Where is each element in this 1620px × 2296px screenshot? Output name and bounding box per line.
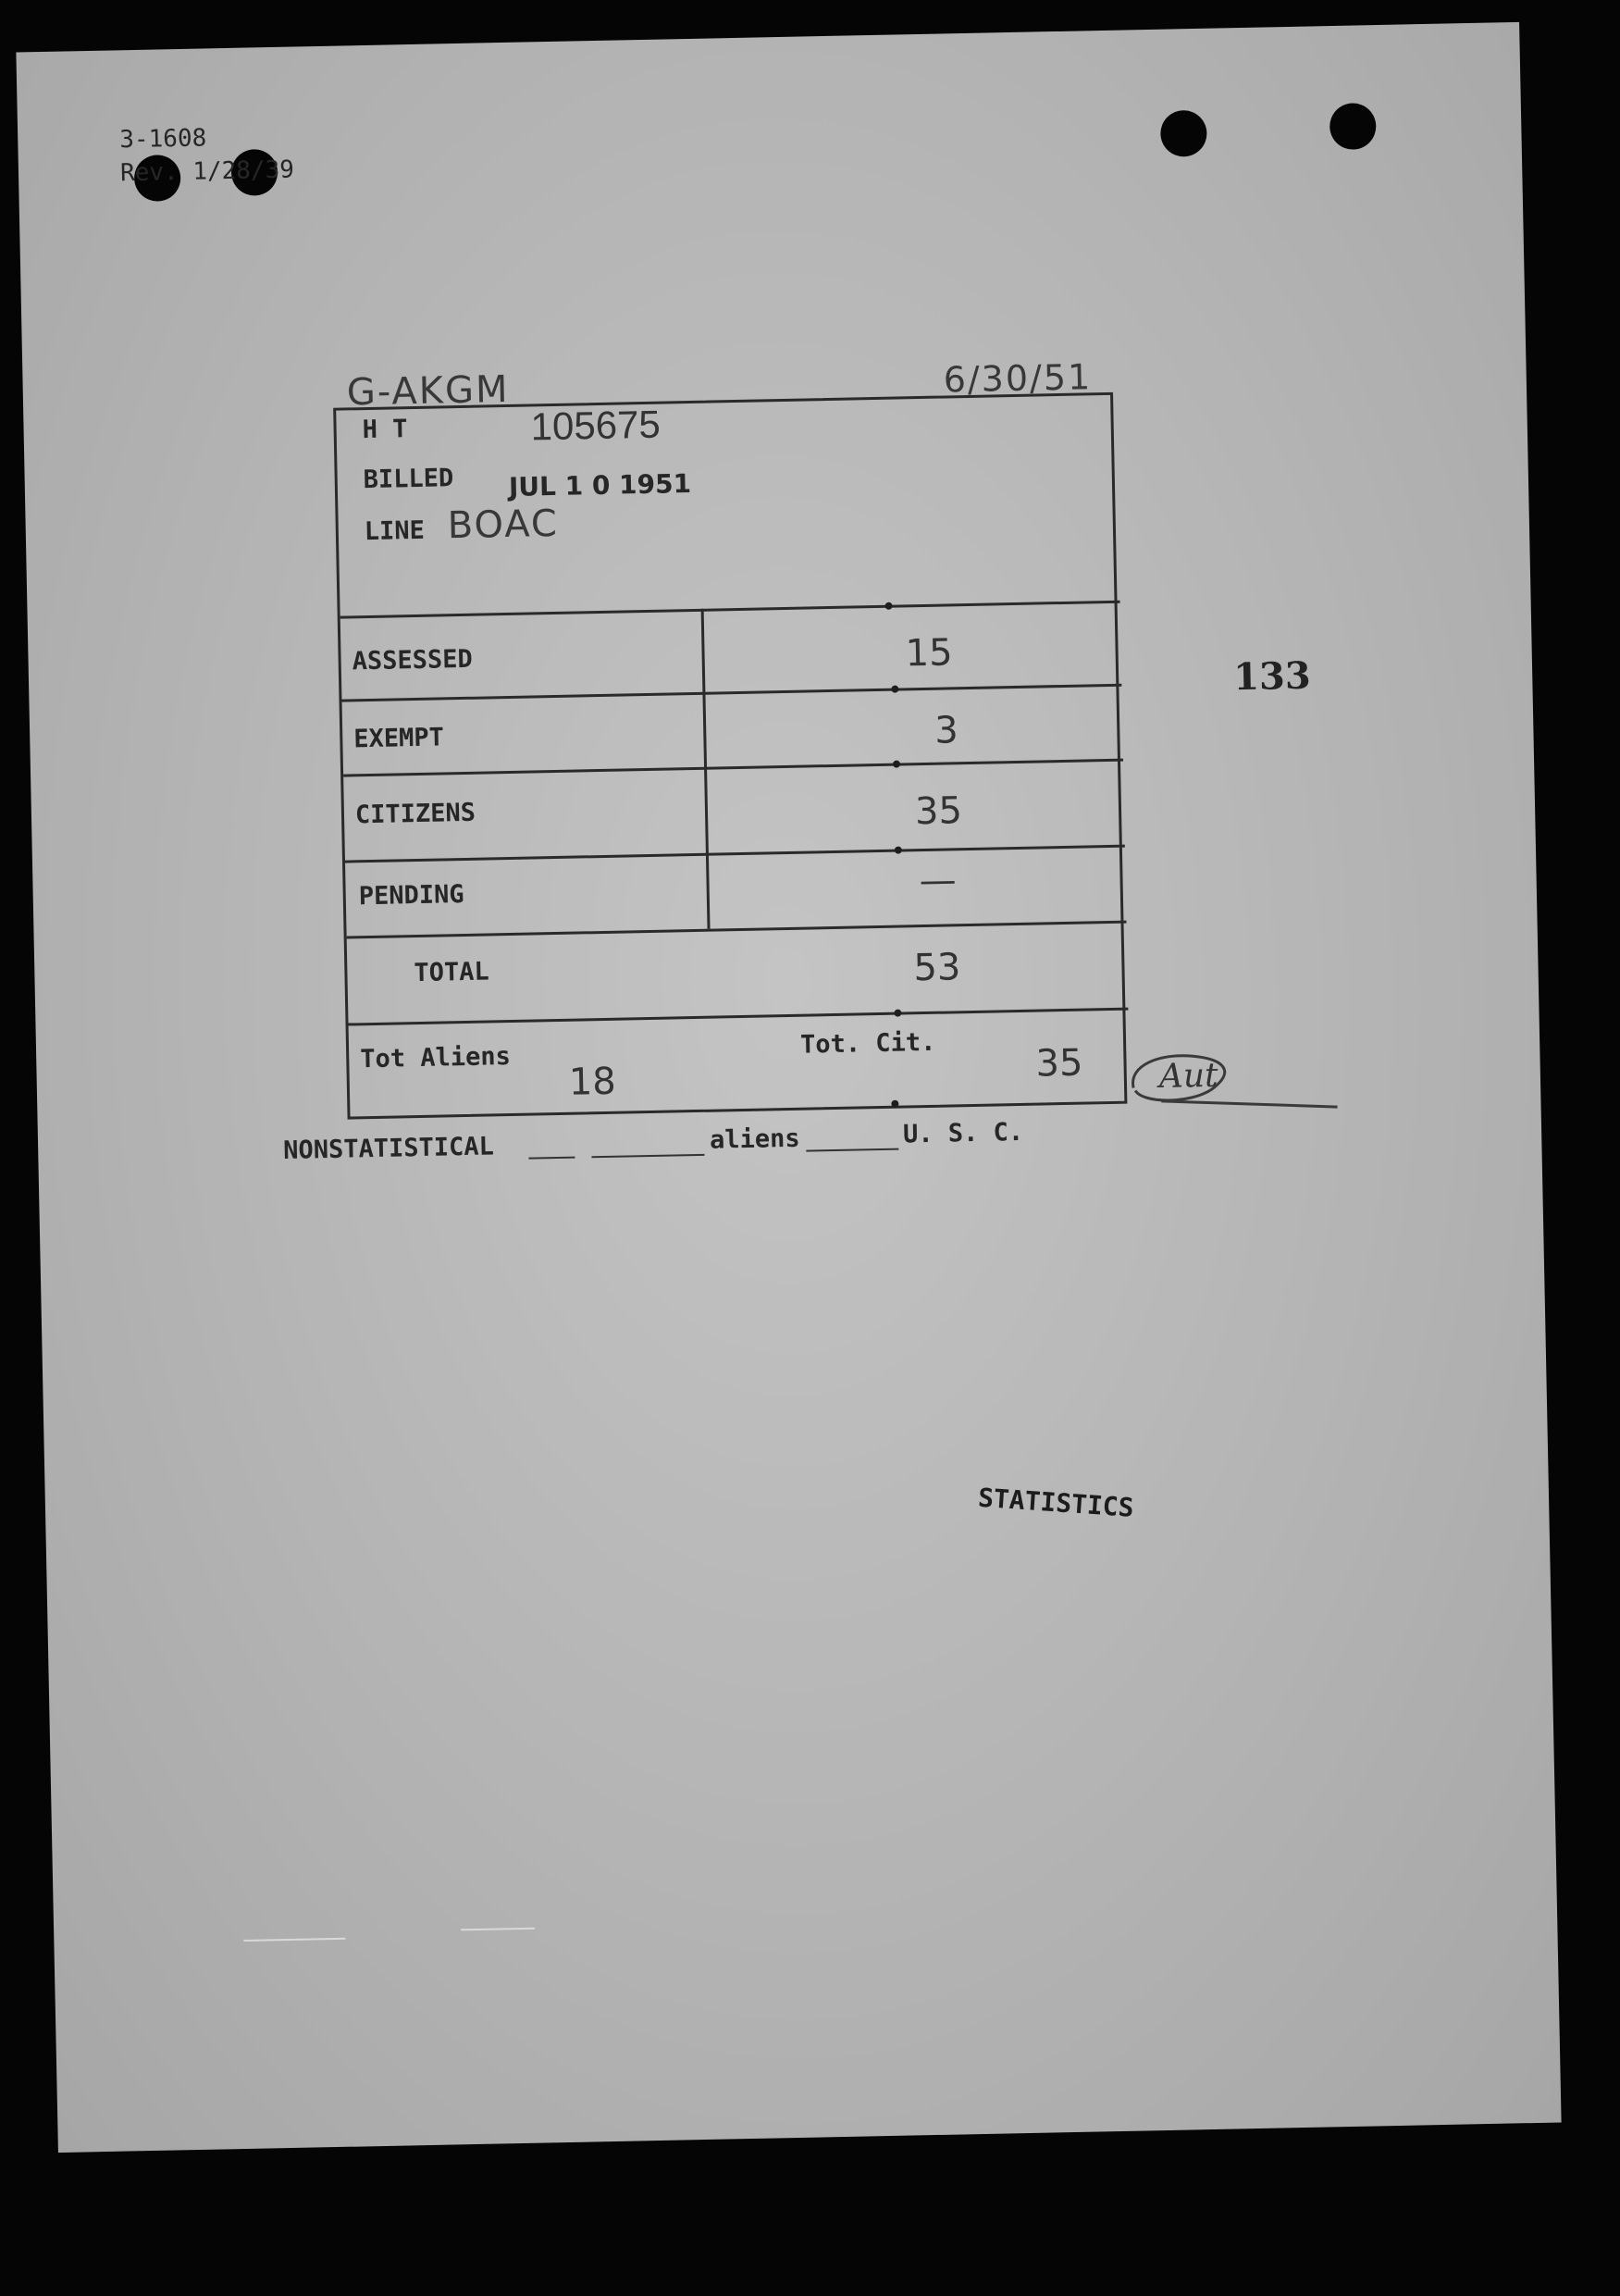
document-page bbox=[16, 22, 1561, 2153]
tick-dot bbox=[891, 1100, 898, 1108]
manifest-form-box bbox=[333, 392, 1127, 1120]
total-label: TOTAL bbox=[414, 957, 490, 988]
form-number: 3-1608 bbox=[119, 124, 207, 155]
usc-label: U. S. C. bbox=[902, 1117, 1024, 1149]
billed-date-stamp: JUL 1 0 1951 bbox=[508, 467, 692, 503]
divider-header bbox=[340, 601, 1120, 619]
tot-aliens-label: Tot Aliens bbox=[359, 1042, 512, 1074]
header-date: 6/30/51 bbox=[943, 356, 1093, 401]
tot-aliens-value: 18 bbox=[568, 1060, 617, 1104]
line-value: BOAC bbox=[447, 502, 560, 548]
billed-label: BILLED bbox=[363, 464, 454, 495]
total-value: 53 bbox=[912, 946, 961, 990]
divider-exempt bbox=[343, 759, 1123, 777]
tick-dot bbox=[894, 1010, 901, 1017]
line-label: LINE bbox=[364, 515, 426, 547]
exempt-label: EXEMPT bbox=[353, 723, 445, 754]
aliens-blank bbox=[806, 1148, 898, 1152]
assessed-value: 15 bbox=[905, 631, 953, 676]
tick-dot bbox=[891, 686, 898, 693]
aliens-label: aliens bbox=[709, 1123, 800, 1155]
divider-citizens bbox=[345, 845, 1125, 863]
aircraft-registration: G-AKGM bbox=[346, 367, 510, 415]
tick-dot bbox=[895, 846, 902, 853]
initials-signature bbox=[1123, 1033, 1347, 1121]
pending-value: — bbox=[919, 859, 958, 903]
nonstatistical-blank-2 bbox=[591, 1154, 704, 1158]
nonstatistical-label: NONSTATISTICAL bbox=[282, 1132, 495, 1165]
divider-total bbox=[349, 1008, 1129, 1026]
initials-text: Aut bbox=[1158, 1056, 1218, 1096]
pending-label: PENDING bbox=[358, 880, 464, 912]
statistics-stamp: STATISTICS bbox=[977, 1482, 1135, 1523]
ht-number: 105675 bbox=[530, 402, 662, 449]
punch-hole-right-2 bbox=[1329, 103, 1377, 150]
faint-mark bbox=[243, 1938, 345, 1942]
tick-dot bbox=[885, 602, 893, 610]
tot-cit-value: 35 bbox=[1035, 1041, 1083, 1086]
form-revision: Rev. 1/28/39 bbox=[119, 155, 295, 188]
tick-dot bbox=[893, 761, 900, 768]
divider-assessed bbox=[341, 684, 1121, 702]
ht-label: H T bbox=[362, 415, 408, 445]
exempt-value: 3 bbox=[934, 709, 959, 752]
punch-hole-right-1 bbox=[1160, 110, 1207, 157]
margin-number: 133 bbox=[1232, 653, 1312, 700]
citizens-value: 35 bbox=[914, 789, 963, 834]
citizens-label: CITIZENS bbox=[354, 798, 476, 830]
assessed-label: ASSESSED bbox=[352, 644, 474, 676]
divider-pending bbox=[347, 921, 1127, 939]
faint-mark bbox=[461, 1928, 535, 1931]
nonstatistical-blank-1 bbox=[528, 1157, 575, 1160]
tot-cit-label: Tot. Cit. bbox=[799, 1027, 936, 1060]
